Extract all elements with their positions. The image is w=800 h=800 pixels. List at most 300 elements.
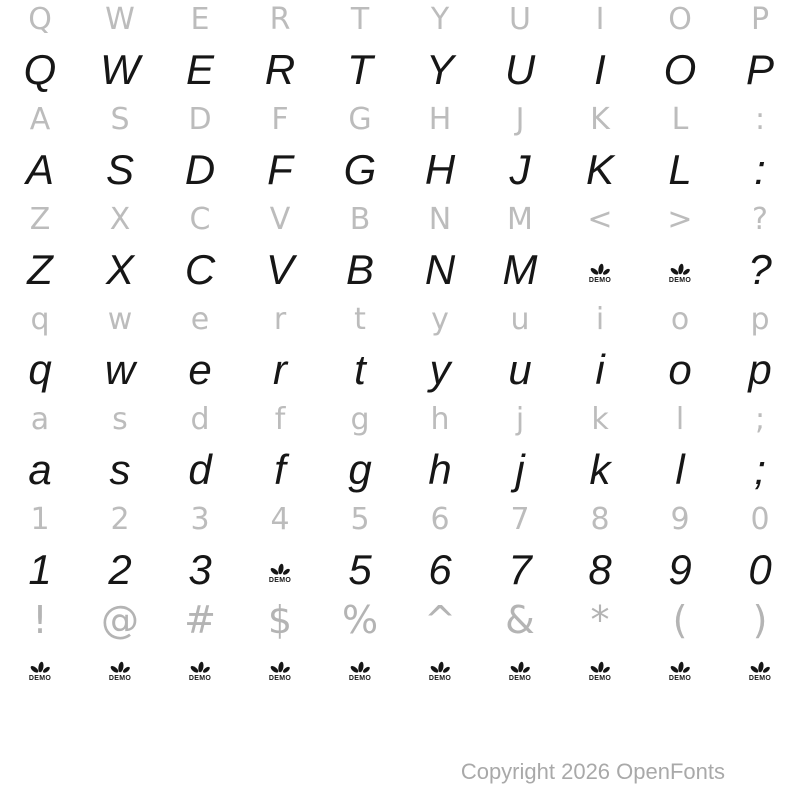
- glyph-cell: [160, 145, 240, 195]
- glyph: Q: [23, 46, 57, 93]
- demo-glyph-label: DEMO: [268, 675, 292, 682]
- glyph: W: [105, 2, 135, 37]
- glyph-cell: [720, 95, 800, 145]
- glyph: E: [185, 46, 214, 93]
- glyph-cell: [320, 645, 400, 695]
- glyph: h: [430, 402, 450, 437]
- glyph: ?: [748, 246, 772, 293]
- glyph-cell: [640, 145, 720, 195]
- glyph: %: [341, 598, 379, 642]
- glyph: J: [509, 146, 531, 193]
- glyph: Z: [27, 246, 53, 293]
- glyph: H: [424, 146, 456, 193]
- glyph-cell: [240, 245, 320, 295]
- glyph-cell: [320, 0, 400, 45]
- demo-glyph-label: DEMO: [668, 675, 692, 682]
- glyph: ): [752, 598, 768, 642]
- glyph-cell: [560, 345, 640, 395]
- glyph: t: [354, 302, 366, 337]
- glyph: (: [672, 598, 688, 642]
- glyph-row-demo: [0, 645, 800, 695]
- glyph-cell: [320, 95, 400, 145]
- glyph-cell: [640, 545, 720, 595]
- glyph-cell: [640, 295, 720, 345]
- glyph: 9: [670, 502, 690, 537]
- glyph: A: [25, 146, 54, 193]
- glyph-cell: [320, 145, 400, 195]
- glyph: w: [107, 302, 133, 337]
- glyph-cell: [240, 295, 320, 345]
- glyph-cell: [400, 445, 480, 495]
- glyph-cell: [640, 445, 720, 495]
- glyph: F: [271, 102, 289, 137]
- glyph-row-reference: [0, 495, 800, 545]
- glyph: s: [112, 402, 128, 437]
- glyph: :: [754, 102, 766, 137]
- glyph-cell: [480, 0, 560, 45]
- glyph-cell: [0, 395, 80, 445]
- glyph-cell: [80, 445, 160, 495]
- glyph: k: [591, 402, 609, 437]
- glyph-cell: [160, 0, 240, 45]
- glyph: u: [508, 346, 532, 393]
- glyph-cell: [80, 645, 160, 695]
- glyph-cell: [80, 145, 160, 195]
- glyph: H: [428, 102, 452, 137]
- glyph-cell: [80, 195, 160, 245]
- glyph-cell: [240, 0, 320, 45]
- glyph-cell: [720, 0, 800, 45]
- glyph-cell: [240, 595, 320, 645]
- glyph: w: [104, 346, 136, 393]
- glyph: B: [345, 246, 374, 293]
- glyph-cell: [400, 545, 480, 595]
- glyph-cell: [320, 495, 400, 545]
- glyph: j: [515, 402, 525, 437]
- glyph-row-reference: [0, 195, 800, 245]
- glyph-cell: [160, 245, 240, 295]
- glyph: *: [590, 598, 610, 642]
- glyph-cell: [160, 45, 240, 95]
- glyph-cell: [0, 145, 80, 195]
- glyph: f: [274, 446, 286, 493]
- glyph: o: [668, 346, 692, 393]
- glyph-cell: [720, 45, 800, 95]
- glyph-cell: [0, 95, 80, 145]
- glyph-cell: [480, 245, 560, 295]
- glyph-cell: [480, 345, 560, 395]
- demo-glyph-label: DEMO: [588, 277, 612, 284]
- glyph: g: [348, 446, 372, 493]
- glyph: d: [190, 402, 210, 437]
- fleuron-ornament-icon: [269, 563, 291, 576]
- glyph-cell: [160, 395, 240, 445]
- demo-glyph-label: DEMO: [108, 675, 132, 682]
- glyph-cell: [0, 345, 80, 395]
- fleuron-ornament-icon: [589, 263, 611, 276]
- glyph: 8: [590, 502, 610, 537]
- glyph: X: [109, 202, 131, 237]
- glyph: r: [273, 346, 287, 393]
- glyph: G: [343, 146, 377, 193]
- fleuron-ornament-icon: [509, 661, 531, 674]
- glyph-cell: [320, 295, 400, 345]
- glyph: V: [269, 202, 291, 237]
- glyph-cell: [240, 395, 320, 445]
- glyph-row-specimen: [0, 145, 800, 195]
- glyph-cell: [560, 545, 640, 595]
- glyph-row-specimen: [0, 345, 800, 395]
- glyph-row-specimen: [0, 545, 800, 595]
- glyph-cell: [400, 595, 480, 645]
- glyph-cell: [720, 545, 800, 595]
- glyph-cell: [160, 195, 240, 245]
- glyph: I: [594, 46, 606, 93]
- glyph-cell: [320, 395, 400, 445]
- glyph-cell: [720, 645, 800, 695]
- fleuron-ornament-icon: [29, 661, 51, 674]
- demo-placeholder-glyph: [109, 661, 131, 682]
- glyph-cell: [480, 45, 560, 95]
- glyph-cell: [320, 595, 400, 645]
- glyph-cell: [320, 445, 400, 495]
- glyph: $: [267, 598, 293, 642]
- glyph: R: [264, 46, 296, 93]
- glyph-cell: [0, 245, 80, 295]
- glyph-cell: [160, 545, 240, 595]
- glyph-row-reference: [0, 295, 800, 345]
- glyph-cell: [320, 345, 400, 395]
- demo-placeholder-glyph: [269, 661, 291, 682]
- glyph-cell: [560, 45, 640, 95]
- glyph-cell: [640, 245, 720, 295]
- glyph: Q: [28, 2, 52, 37]
- glyph-cell: [480, 195, 560, 245]
- glyph: y: [429, 346, 451, 393]
- glyph: 1: [28, 546, 52, 593]
- glyph-cell: [400, 95, 480, 145]
- glyph: K: [585, 146, 614, 193]
- glyph: 6: [430, 502, 450, 537]
- glyph: ^: [424, 598, 456, 642]
- glyph-cell: [640, 595, 720, 645]
- glyph: :: [754, 146, 766, 193]
- glyph: ;: [754, 402, 766, 437]
- glyph: g: [350, 402, 370, 437]
- glyph: 8: [588, 546, 612, 593]
- demo-placeholder-glyph: [749, 661, 771, 682]
- glyph: 9: [668, 546, 692, 593]
- glyph: l: [675, 446, 685, 493]
- glyph-cell: [720, 295, 800, 345]
- demo-glyph-label: DEMO: [268, 577, 292, 584]
- glyph: <: [587, 202, 613, 237]
- glyph-cell: [400, 295, 480, 345]
- glyph-cell: [240, 545, 320, 595]
- glyph: e: [188, 346, 212, 393]
- glyph: L: [668, 146, 692, 193]
- glyph: D: [184, 146, 216, 193]
- glyph: 2: [108, 546, 132, 593]
- glyph-cell: [560, 395, 640, 445]
- demo-placeholder-glyph: [669, 263, 691, 284]
- glyph: M: [507, 202, 533, 237]
- glyph: S: [110, 102, 130, 137]
- glyph: 3: [188, 546, 212, 593]
- glyph-cell: [560, 445, 640, 495]
- glyph: O: [668, 2, 692, 37]
- glyph-cell: [80, 0, 160, 45]
- glyph-cell: [240, 195, 320, 245]
- glyph: L: [671, 102, 689, 137]
- glyph-cell: [640, 345, 720, 395]
- glyph-cell: [320, 45, 400, 95]
- glyph-cell: [560, 295, 640, 345]
- demo-glyph-label: DEMO: [668, 277, 692, 284]
- glyph-cell: [400, 345, 480, 395]
- glyph: E: [190, 2, 210, 37]
- glyph-cell: [480, 295, 560, 345]
- glyph: t: [354, 346, 366, 393]
- glyph-cell: [400, 245, 480, 295]
- glyph-cell: [560, 495, 640, 545]
- glyph: N: [428, 202, 452, 237]
- glyph: #: [184, 598, 216, 642]
- glyph-cell: [480, 595, 560, 645]
- demo-placeholder-glyph: [669, 661, 691, 682]
- glyph-cell: [80, 345, 160, 395]
- glyph-cell: [160, 345, 240, 395]
- glyph-cell: [560, 245, 640, 295]
- glyph: U: [509, 2, 531, 37]
- glyph: ?: [752, 202, 768, 237]
- glyph: l: [675, 402, 685, 437]
- glyph-cell: [640, 395, 720, 445]
- glyph-cell: [240, 145, 320, 195]
- glyph-cell: [640, 0, 720, 45]
- glyph-cell: [640, 45, 720, 95]
- glyph: u: [510, 302, 530, 337]
- glyph-cell: [160, 445, 240, 495]
- glyph: D: [188, 102, 212, 137]
- demo-placeholder-glyph: [429, 661, 451, 682]
- glyph: 5: [350, 502, 370, 537]
- glyph-cell: [480, 545, 560, 595]
- fleuron-ornament-icon: [429, 661, 451, 674]
- glyph-cell: [160, 645, 240, 695]
- glyph: 6: [428, 546, 452, 593]
- glyph: q: [30, 302, 50, 337]
- glyph-cell: [0, 495, 80, 545]
- glyph: F: [267, 146, 293, 193]
- glyph-cell: [320, 245, 400, 295]
- glyph: i: [595, 346, 605, 393]
- glyph: X: [105, 246, 134, 293]
- glyph: @: [101, 598, 139, 642]
- glyph: Y: [425, 46, 454, 93]
- glyph-cell: [80, 545, 160, 595]
- glyph: T: [350, 2, 370, 37]
- glyph: o: [670, 302, 690, 337]
- glyph-cell: [320, 195, 400, 245]
- demo-glyph-label: DEMO: [428, 675, 452, 682]
- glyph-cell: [400, 145, 480, 195]
- glyph-cell: [400, 195, 480, 245]
- glyph: r: [273, 302, 287, 337]
- glyph: C: [184, 246, 216, 293]
- glyph-cell: [0, 645, 80, 695]
- glyph: a: [30, 402, 50, 437]
- glyph-cell: [560, 195, 640, 245]
- glyph-cell: [640, 195, 720, 245]
- glyph-row-symbols: [0, 595, 800, 645]
- glyph: k: [589, 446, 611, 493]
- glyph: 4: [270, 502, 290, 537]
- glyph-cell: [400, 495, 480, 545]
- demo-placeholder-glyph: [189, 661, 211, 682]
- glyph-cell: [720, 445, 800, 495]
- glyph: q: [28, 346, 52, 393]
- glyph: 3: [190, 502, 210, 537]
- demo-glyph-label: DEMO: [588, 675, 612, 682]
- glyph-row-reference: [0, 0, 800, 45]
- glyph: 2: [110, 502, 130, 537]
- glyph: a: [28, 446, 52, 493]
- glyph-cell: [80, 95, 160, 145]
- glyph: Y: [430, 2, 450, 37]
- glyph: j: [515, 446, 525, 493]
- glyph-cell: [240, 445, 320, 495]
- glyph-cell: [560, 645, 640, 695]
- glyph: G: [348, 102, 372, 137]
- glyph: 5: [348, 546, 372, 593]
- glyph-cell: [480, 495, 560, 545]
- glyph: R: [269, 2, 291, 37]
- glyph: 7: [508, 546, 532, 593]
- glyph: d: [188, 446, 212, 493]
- glyph-cell: [640, 495, 720, 545]
- glyph-cell: [480, 395, 560, 445]
- glyph-cell: [0, 195, 80, 245]
- glyph-cell: [80, 45, 160, 95]
- glyph: p: [750, 302, 770, 337]
- glyph: W: [100, 46, 140, 93]
- glyph: !: [32, 598, 48, 642]
- glyph-cell: [480, 445, 560, 495]
- glyph: >: [667, 202, 693, 237]
- glyph: M: [502, 246, 538, 293]
- glyph-cell: [80, 395, 160, 445]
- glyph-cell: [0, 295, 80, 345]
- glyph: J: [515, 102, 525, 137]
- glyph: N: [424, 246, 456, 293]
- demo-glyph-label: DEMO: [188, 675, 212, 682]
- glyph-cell: [80, 495, 160, 545]
- glyph-cell: [400, 645, 480, 695]
- glyph-cell: [0, 545, 80, 595]
- glyph: y: [431, 302, 449, 337]
- demo-placeholder-glyph: [29, 661, 51, 682]
- glyph-cell: [720, 245, 800, 295]
- fleuron-ornament-icon: [749, 661, 771, 674]
- demo-placeholder-glyph: [269, 563, 291, 584]
- glyph-cell: [720, 345, 800, 395]
- glyph: I: [595, 2, 605, 37]
- glyph-row-reference: [0, 95, 800, 145]
- glyph: B: [349, 202, 371, 237]
- glyph-cell: [240, 645, 320, 695]
- glyph-cell: [720, 595, 800, 645]
- glyph: e: [190, 302, 210, 337]
- glyph-cell: [160, 295, 240, 345]
- glyph-cell: [320, 545, 400, 595]
- glyph: ;: [754, 446, 766, 493]
- glyph: C: [189, 202, 211, 237]
- glyph-cell: [560, 145, 640, 195]
- glyph-row-specimen: [0, 245, 800, 295]
- glyph-cell: [480, 95, 560, 145]
- glyph-cell: [720, 395, 800, 445]
- glyph: U: [504, 46, 536, 93]
- glyph-cell: [160, 595, 240, 645]
- glyph: T: [347, 46, 373, 93]
- demo-placeholder-glyph: [589, 263, 611, 284]
- glyph-cell: [80, 595, 160, 645]
- glyph: 0: [748, 546, 772, 593]
- glyph-cell: [720, 145, 800, 195]
- glyph-cell: [480, 145, 560, 195]
- glyph-cell: [400, 395, 480, 445]
- demo-placeholder-glyph: [509, 661, 531, 682]
- glyph-cell: [0, 0, 80, 45]
- fleuron-ornament-icon: [189, 661, 211, 674]
- glyph-cell: [160, 95, 240, 145]
- glyph-cell: [240, 495, 320, 545]
- glyph-cell: [560, 95, 640, 145]
- glyph-cell: [720, 195, 800, 245]
- fleuron-ornament-icon: [669, 661, 691, 674]
- glyph-cell: [0, 445, 80, 495]
- fleuron-ornament-icon: [109, 661, 131, 674]
- glyph: s: [109, 446, 131, 493]
- demo-glyph-label: DEMO: [508, 675, 532, 682]
- glyph: i: [595, 302, 605, 337]
- copyright-text: Copyright 2026 OpenFonts: [460, 759, 725, 784]
- glyph-cell: [560, 595, 640, 645]
- fleuron-ornament-icon: [669, 263, 691, 276]
- glyph: &: [505, 598, 535, 642]
- glyph-cell: [80, 295, 160, 345]
- glyph: K: [590, 102, 610, 137]
- fleuron-ornament-icon: [349, 661, 371, 674]
- glyph-cell: [80, 245, 160, 295]
- glyph: 0: [750, 502, 770, 537]
- glyph-row-specimen: [0, 445, 800, 495]
- glyph-cell: [720, 495, 800, 545]
- glyph-cell: [0, 45, 80, 95]
- demo-glyph-label: DEMO: [348, 675, 372, 682]
- fleuron-ornament-icon: [269, 661, 291, 674]
- glyph-cell: [160, 495, 240, 545]
- fleuron-ornament-icon: [589, 661, 611, 674]
- demo-placeholder-glyph: [349, 661, 371, 682]
- glyph: f: [274, 402, 286, 437]
- glyph-cell: [640, 95, 720, 145]
- glyph-row-specimen: [0, 45, 800, 95]
- glyph-cell: [480, 645, 560, 695]
- glyph: Z: [29, 202, 51, 237]
- glyph-cell: [400, 45, 480, 95]
